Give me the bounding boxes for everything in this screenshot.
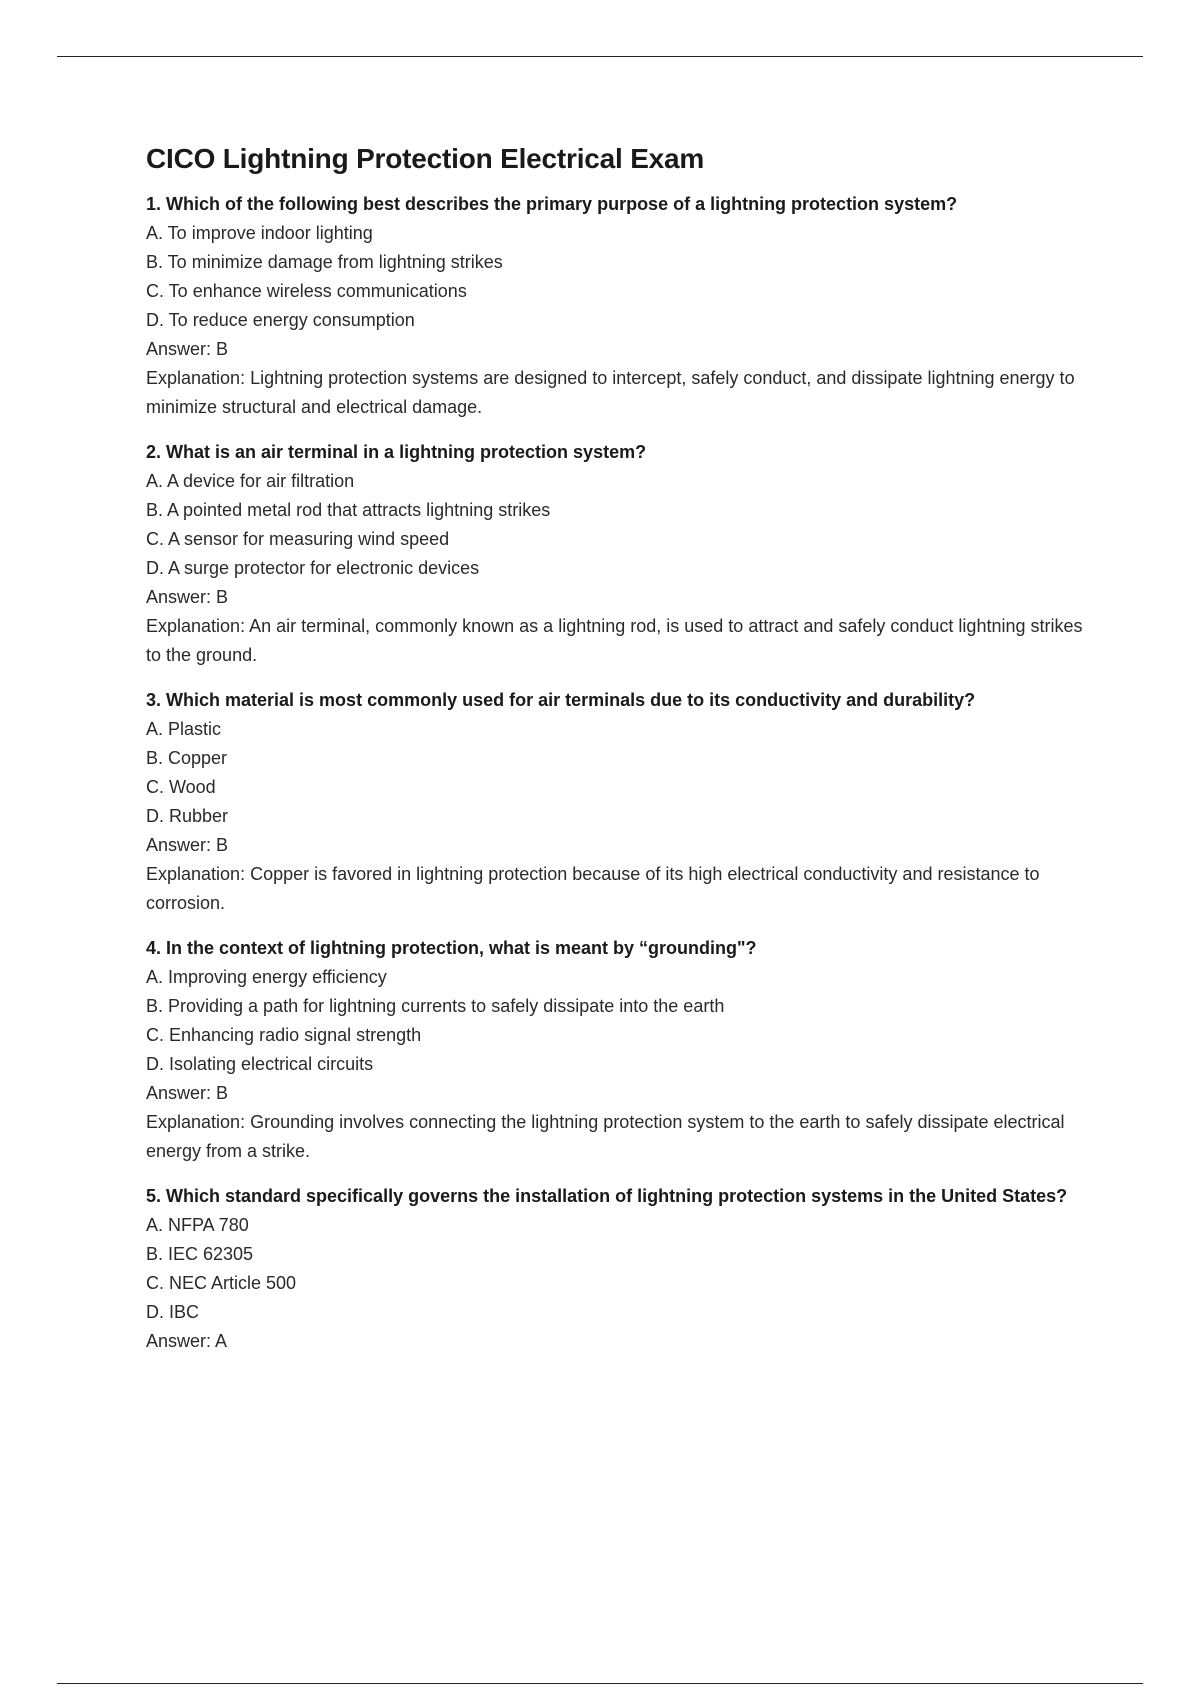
question-text: 2. What is an air terminal in a lightning protection system? xyxy=(146,441,647,462)
option-a: A. NFPA 780 xyxy=(146,1214,249,1235)
document-body xyxy=(146,142,1086,1372)
question-4 xyxy=(146,934,1086,1166)
option-b: B. To minimize damage from lightning strikes xyxy=(146,251,503,272)
answer: Answer: B xyxy=(146,338,229,359)
question-5 xyxy=(146,1182,1086,1356)
page-title: CICO Lightning Protection Electrical Exam xyxy=(146,143,705,174)
question-1 xyxy=(146,190,1086,422)
explanation: Explanation: Grounding involves connecting the lightning protection system to the earth to safely dissipate electrical energy from a strike. xyxy=(146,1111,1065,1161)
option-c: C. Wood xyxy=(146,776,216,797)
option-d: D. A surge protector for electronic devices xyxy=(146,557,480,578)
option-c: C. Enhancing radio signal strength xyxy=(146,1024,422,1045)
option-c: C. NEC Article 500 xyxy=(146,1272,297,1293)
question-text: 5. Which standard specifically governs the installation of lightning protection systems in the United States? xyxy=(146,1185,1068,1206)
option-d: D. Rubber xyxy=(146,805,229,826)
answer: Answer: B xyxy=(146,834,229,855)
option-a: A. A device for air filtration xyxy=(146,470,355,491)
option-b: B. Copper xyxy=(146,747,228,768)
question-text: 3. Which material is most commonly used for air terminals due to its conductivity and durability? xyxy=(146,689,976,710)
question-2 xyxy=(146,438,1086,670)
option-d: D. IBC xyxy=(146,1301,200,1322)
explanation: Explanation: Lightning protection systems are designed to intercept, safely conduct, and dissipate lightning energy to minimize structural and electrical damage. xyxy=(146,367,1075,417)
question-text: 4. In the context of lightning protection, what is meant by “grounding"? xyxy=(146,937,757,958)
question-text: 1. Which of the following best describes the primary purpose of a lightning protection system? xyxy=(146,193,958,214)
option-b: B. IEC 62305 xyxy=(146,1243,254,1264)
answer: Answer: B xyxy=(146,1082,229,1103)
option-d: D. Isolating electrical circuits xyxy=(146,1053,374,1074)
option-a: A. Improving energy efficiency xyxy=(146,966,387,987)
answer: Answer: B xyxy=(146,586,229,607)
option-a: A. Plastic xyxy=(146,718,222,739)
explanation: Explanation: Copper is favored in lightning protection because of its high electrical conductivity and resistance to corrosion. xyxy=(146,863,1040,913)
answer: Answer: A xyxy=(146,1330,228,1351)
option-d: D. To reduce energy consumption xyxy=(146,309,415,330)
header-rule xyxy=(57,56,1143,57)
option-b: B. Providing a path for lightning currents to safely dissipate into the earth xyxy=(146,995,725,1016)
option-b: B. A pointed metal rod that attracts lightning strikes xyxy=(146,499,551,520)
option-c: C. To enhance wireless communications xyxy=(146,280,467,301)
explanation: Explanation: An air terminal, commonly known as a lightning rod, is used to attract and safely conduct lightning strikes to the ground. xyxy=(146,615,1083,665)
question-3 xyxy=(146,686,1086,918)
option-a: A. To improve indoor lighting xyxy=(146,222,373,243)
footer-rule xyxy=(57,1683,1143,1684)
option-c: C. A sensor for measuring wind speed xyxy=(146,528,450,549)
